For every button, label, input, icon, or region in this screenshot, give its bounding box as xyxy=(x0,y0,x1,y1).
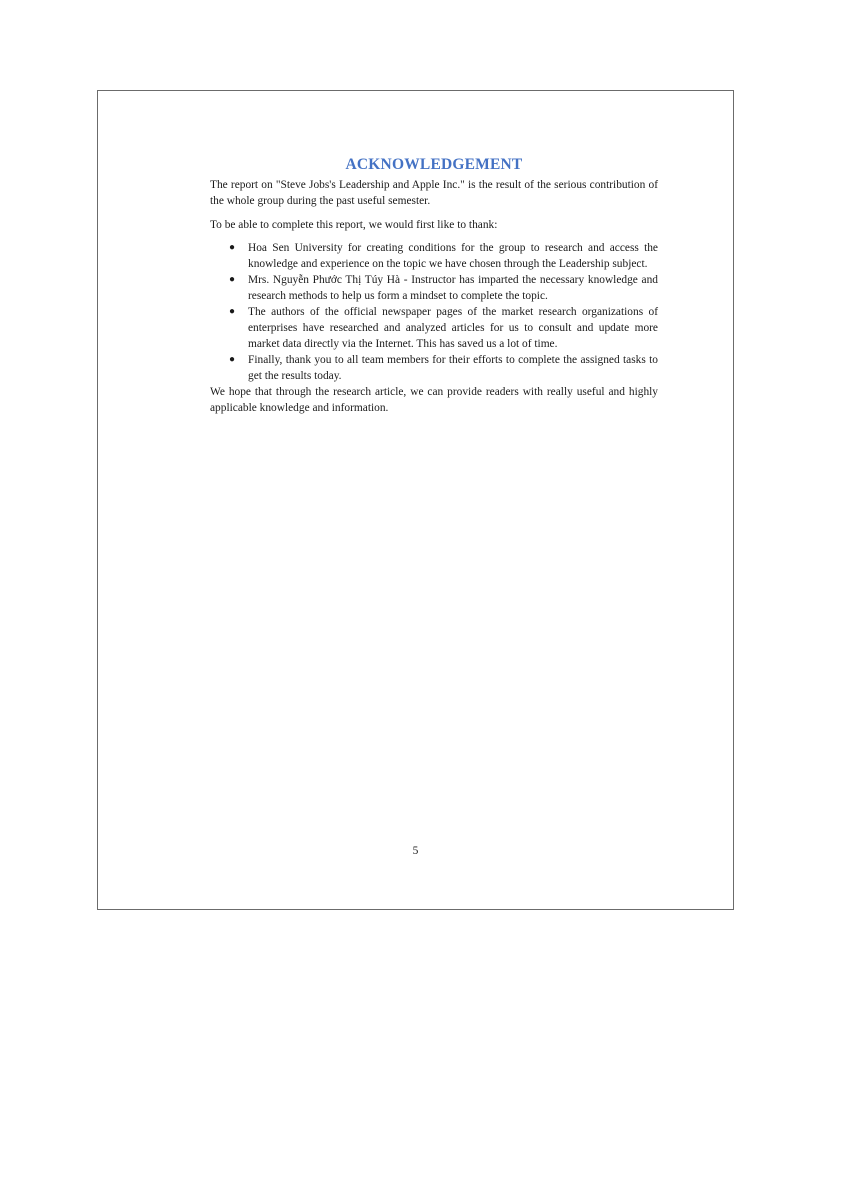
page-footer xyxy=(97,0,734,1191)
intro-paragraph: The report on "Steve Jobs's Leadership and Apple Inc." is the result of the serious contribution of the whole group during the past useful semester. xyxy=(210,179,658,207)
list-item-text: Mrs. Nguyễn Phước Thị Túy Hà - Instructor has imparted the necessary knowledge and research methods to help us form a mindset to complete the topic. xyxy=(248,274,658,302)
closing-paragraph: We hope that through the research article, we can provide readers with really useful and highly applicable knowledge and information. xyxy=(210,386,658,414)
list-item-text: The authors of the official newspaper pages of the market research organizations of enterprises have researched and analyzed articles for us to consult and update more market data directly via the Internet. This has saved us a lot of time. xyxy=(248,306,658,350)
thanks-lead-paragraph: To be able to complete this report, we would first like to thank: xyxy=(210,219,498,231)
bullet-icon: ● xyxy=(229,306,236,317)
list-item-text: Finally, thank you to all team members for their efforts to complete the assigned tasks to get the results today. xyxy=(248,354,658,382)
bullet-icon: ● xyxy=(229,242,236,253)
page-title: ACKNOWLEDGEMENT xyxy=(345,156,523,173)
bullet-icon: ● xyxy=(229,274,236,285)
page-number: 5 xyxy=(412,845,419,857)
bullet-icon: ● xyxy=(229,354,236,365)
list-item-text: Hoa Sen University for creating conditions for the group to research and access the knowledge and experience on the topic we have chosen through the Leadership subject. xyxy=(248,242,658,270)
